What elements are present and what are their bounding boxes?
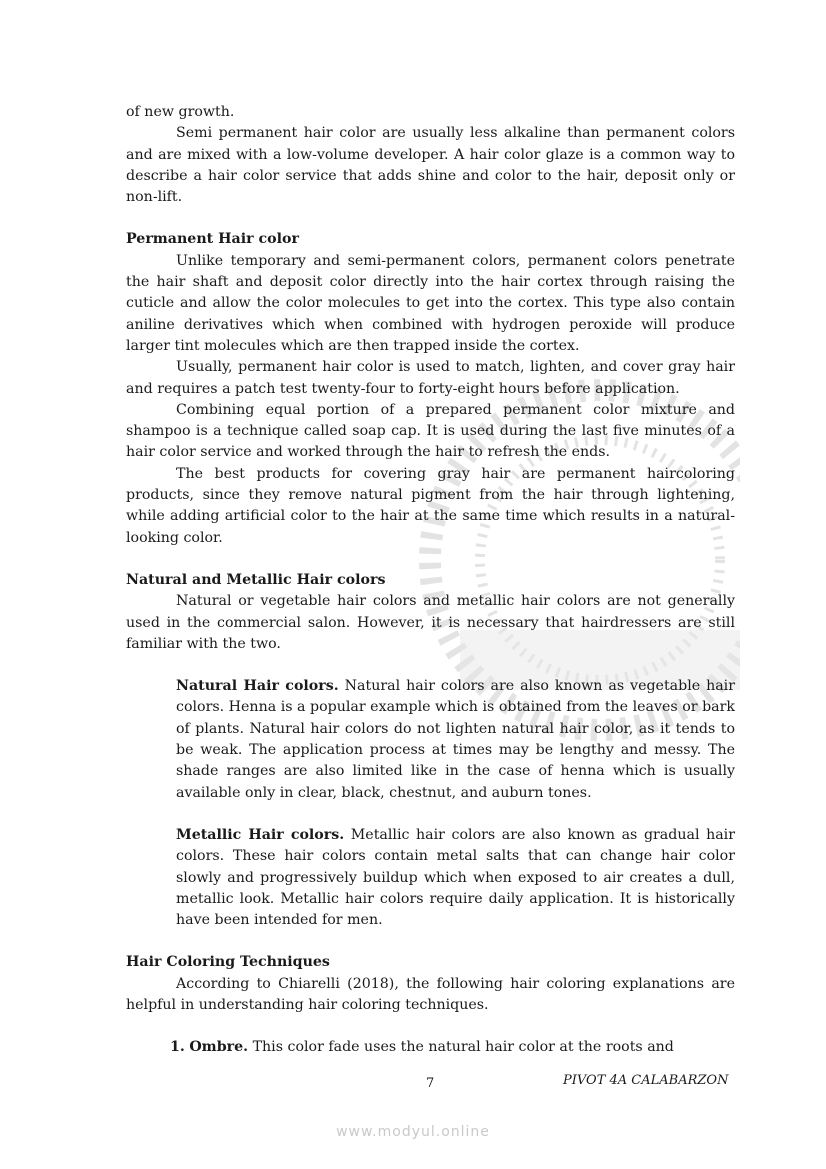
ombre-description: This color fade uses the natural hair color at the roots and (252, 1039, 674, 1056)
heading-coloring-techniques: Hair Coloring Techniques (126, 954, 330, 971)
document-body (126, 102, 735, 1059)
paragraph-semi-permanent: Semi permanent hair color are usually less alkaline than permanent colors and are mixed with a low-volume developer. A hair color glaze is a common way to describe a hair color service that adds shine and color to the hair, deposit only or non-lift. (126, 125, 735, 206)
natural-term: Natural Hair colors. (176, 678, 339, 695)
paragraph-permanent-2: Usually, permanent hair color is used to match, lighten, and cover gray hair and requires a patch test twenty-four to forty-eight hours before application. (126, 359, 735, 397)
ombre-term: Ombre. (189, 1039, 249, 1056)
natural-hair-colors-block (176, 676, 735, 804)
metallic-description: Metallic hair colors are also known as gradual hair colors. These hair colors contain metal salts that can change hair color slowly and progressively buildup which when exposed to air creates a dull, metallic look. Metallic hair colors require daily application. It is historically have been intended for men. (176, 826, 735, 929)
paragraph-permanent-4: The best products for covering gray hair are permanent haircoloring products, since they remove natural pigment from the hair through lightening, while adding artificial color to the hair at the same time which results in a natural-looking color. (126, 465, 735, 546)
heading-permanent-hair-color: Permanent Hair color (126, 231, 299, 248)
metallic-hair-colors-block (176, 825, 735, 931)
watermark-text: www.modyul.online (336, 1124, 490, 1140)
paragraph-natural-metallic: Natural or vegetable hair colors and metallic hair colors are not generally used in the commercial salon. However, it is necessary that hairdressers are still familiar with the two. (126, 593, 735, 652)
natural-description: Natural hair colors are also known as vegetable hair colors. Henna is a popular example which is obtained from the leaves or bark of plants. Natural hair colors do not lighten natural hair color, as it tends to be weak. The application process at times may be lengthy and messy. The shade ranges are also limited like in the case of henna which is usually available only in clear, black, chestnut, and auburn tones. (176, 678, 735, 801)
paragraph-permanent-1: Unlike temporary and semi-permanent colors, permanent colors penetrate the hair shaft and deposit color directly into the hair cortex through raising the cuticle and allow the color molecules to get into the cortex. This type also contain aniline derivatives which when combined with hydrogen peroxide will produce larger tint molecules which are then trapped inside the cortex. (126, 252, 735, 354)
list-number: 1. (170, 1039, 185, 1056)
footer-label: PIVOT 4A CALABARZON (563, 1073, 729, 1088)
page-number: 7 (426, 1076, 435, 1091)
list-item-ombre (170, 1037, 735, 1058)
heading-natural-metallic: Natural and Metallic Hair colors (126, 571, 386, 588)
paragraph-permanent-3: Combining equal portion of a prepared permanent color mixture and shampoo is a technique called soap cap. It is used during the last five minutes of a hair color service and worked through the hair to refresh the ends. (126, 401, 735, 461)
paragraph-continuation: of new growth. (126, 104, 235, 120)
metallic-term: Metallic Hair colors. (176, 826, 345, 843)
paragraph-techniques: According to Chiarelli (2018), the following hair coloring explanations are helpful in understanding hair coloring techniques. (126, 975, 735, 1013)
